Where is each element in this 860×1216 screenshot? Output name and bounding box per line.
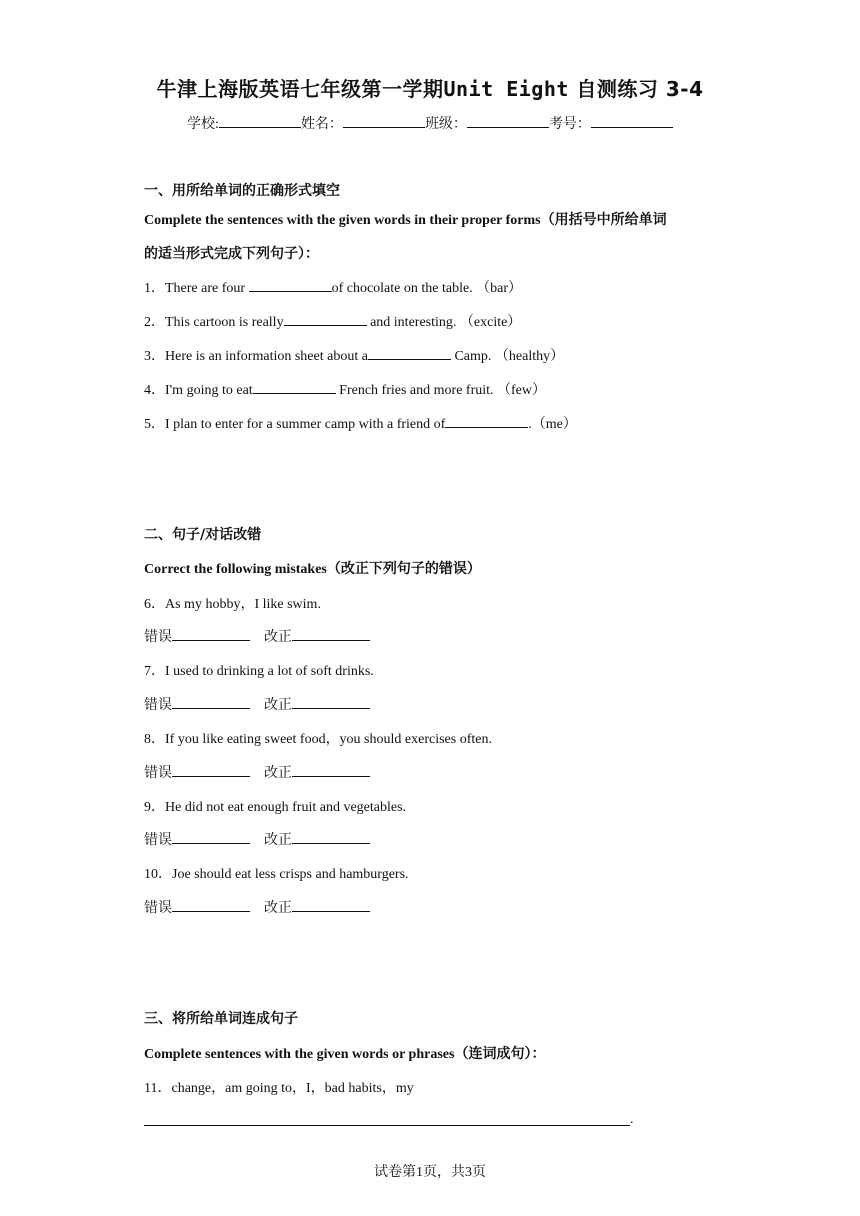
answer-blank[interactable] (249, 278, 332, 292)
question-text: change，am going to，I，bad habits，my (171, 1081, 414, 1096)
section2-instruction-cn: （改正下列句子的错误） (326, 561, 481, 577)
error-label: 错误 (144, 833, 172, 848)
question-text-after: French fries and more fruit. (335, 383, 494, 398)
question-number: 3． (144, 349, 165, 364)
section1-heading: 一、用所给单词的正确形式填空 (144, 183, 340, 199)
question-text-before: There are four (165, 281, 249, 296)
fix-blank[interactable] (292, 695, 370, 709)
error-label: 错误 (144, 901, 172, 916)
exam-number-label: 考号： (548, 117, 591, 132)
word-hint: （few） (497, 383, 547, 398)
question-text-after: . (528, 417, 532, 432)
fix-blank[interactable] (292, 763, 370, 777)
section1-instruction (144, 209, 667, 229)
class-label: 班级： (424, 117, 467, 132)
question-number: 10． (144, 867, 172, 882)
section2-instruction-en: Correct the following mistakes (144, 562, 327, 577)
question-text-before: This cartoon is really (165, 315, 284, 330)
error-blank[interactable] (172, 695, 250, 709)
question-number: 2． (144, 315, 165, 330)
fix-label: 改正 (264, 630, 292, 645)
error-blank[interactable] (172, 830, 250, 844)
title-tail: 自测练习 3-4 (576, 77, 704, 101)
section3-instruction-en: Complete sentences with the given words or phrases (144, 1047, 455, 1062)
error-blank[interactable] (172, 763, 250, 777)
page-footer: 试卷第1页，共3页 (374, 1165, 486, 1180)
error-label: 错误 (144, 630, 172, 645)
question-number: 11． (144, 1081, 172, 1096)
name-label: 姓名： (300, 117, 343, 132)
question-1 (144, 277, 522, 297)
question-5 (144, 413, 577, 433)
question-number: 6． (144, 597, 165, 612)
question-text: Joe should eat less crisps and hamburgers. (172, 867, 409, 882)
fix-blank[interactable] (292, 830, 370, 844)
class-blank[interactable] (467, 114, 549, 128)
answer-blank[interactable] (445, 414, 528, 428)
question-text-after: of chocolate on the table. (331, 281, 473, 296)
word-hint: （me） (531, 417, 577, 432)
answer-blank[interactable] (284, 312, 367, 326)
question-number: 7． (144, 664, 165, 679)
question-10 (144, 863, 409, 883)
question-text: He did not eat enough fruit and vegetables. (165, 800, 407, 815)
question-text: I used to drinking a lot of soft drinks. (165, 664, 374, 679)
school-blank[interactable] (219, 114, 301, 128)
answer-line-11[interactable] (144, 1111, 630, 1126)
question-4 (144, 379, 546, 399)
title-en: Unit Eight (443, 77, 569, 101)
student-info-line (0, 113, 860, 133)
error-blank[interactable] (172, 898, 250, 912)
fix-label: 改正 (264, 833, 292, 848)
fix-blank[interactable] (292, 898, 370, 912)
section3-instruction-cn: （连词成句）： (454, 1046, 546, 1062)
title-cn: 牛津上海版英语七年级第一学期 (156, 77, 444, 101)
section1-instruction-cn: （用括号中所给单词 (540, 212, 667, 228)
section1-instruction-cont (144, 243, 319, 263)
question-text: If you like eating sweet food，you should exercises often. (165, 732, 492, 747)
question-number: 5． (144, 417, 165, 432)
question-number: 1． (144, 281, 165, 296)
error-label: 错误 (144, 698, 172, 713)
section1-instruction-en: Complete the sentences with the given words in their proper forms (144, 213, 541, 228)
question-2 (144, 311, 521, 331)
error-blank[interactable] (172, 627, 250, 641)
school-label: 学校: (187, 117, 219, 132)
name-blank[interactable] (343, 114, 425, 128)
correction-row-8 (144, 762, 370, 782)
question-9 (144, 796, 406, 816)
page-title (0, 73, 860, 102)
section2-instruction (144, 558, 481, 578)
error-label: 错误 (144, 766, 172, 781)
answer-end-mark: . (630, 1112, 634, 1127)
section2-heading: 二、句子/对话改错 (144, 527, 262, 543)
question-7 (144, 660, 374, 680)
question-text-before: I'm going to eat (165, 383, 253, 398)
correction-row-9 (144, 829, 370, 849)
answer-blank[interactable] (253, 380, 336, 394)
answer-blank[interactable] (368, 346, 451, 360)
question-11 (144, 1077, 414, 1097)
correction-row-10 (144, 897, 370, 917)
question-text-before: Here is an information sheet about a (165, 349, 368, 364)
fix-label: 改正 (264, 766, 292, 781)
fix-label: 改正 (264, 698, 292, 713)
fix-blank[interactable] (292, 627, 370, 641)
question-number: 4． (144, 383, 165, 398)
question-text: As my hobby，I like swim. (165, 597, 321, 612)
answer-underline (144, 1125, 630, 1126)
word-hint: （excite） (459, 315, 522, 330)
correction-row-6 (144, 626, 370, 646)
question-text-after: Camp. (450, 349, 492, 364)
section3-instruction (144, 1043, 545, 1063)
question-number: 8． (144, 732, 165, 747)
question-8 (144, 728, 492, 748)
question-3 (144, 345, 564, 365)
exam-number-blank[interactable] (591, 114, 673, 128)
question-text-before: I plan to enter for a summer camp with a friend of (165, 417, 446, 432)
correction-row-7 (144, 694, 370, 714)
fix-label: 改正 (264, 901, 292, 916)
section1-instruction-cn-2: 的适当形式完成下列句子）： (144, 246, 319, 262)
question-text-after: and interesting. (366, 315, 457, 330)
word-hint: （healthy） (494, 349, 565, 364)
section3-heading: 三、将所给单词连成句子 (144, 1011, 298, 1027)
word-hint: （bar） (476, 281, 523, 296)
question-number: 9． (144, 800, 165, 815)
question-6 (144, 593, 321, 613)
